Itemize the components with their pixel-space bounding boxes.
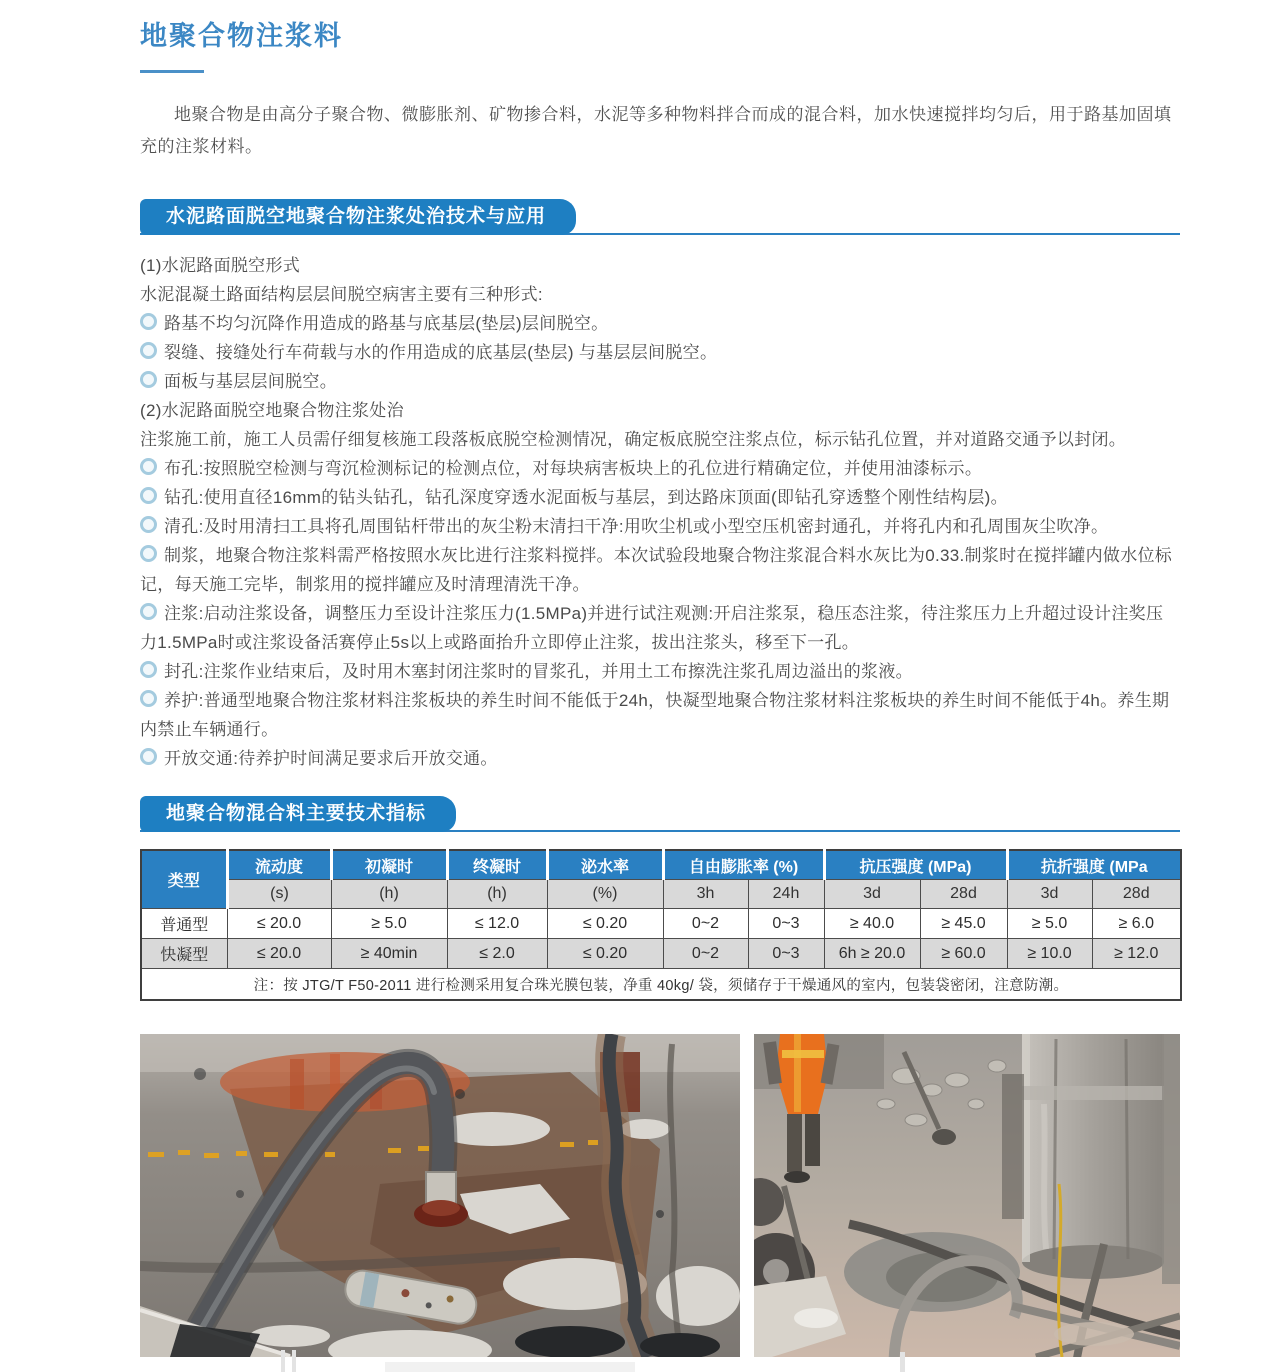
- body-paragraph: (2)水泥路面脱空地聚合物注浆处治: [140, 401, 404, 420]
- cutoff-fragment: [900, 1352, 905, 1372]
- bullet-item: 养护:普通型地聚合物注浆材料注浆板块的养生时间不能低于24h，快凝型地聚合物注浆材料注浆板块的养生时间不能低于4h。养生期内禁止车辆通行。: [140, 691, 1170, 739]
- value-cell: 0~3: [748, 939, 824, 969]
- row-label: 快凝型: [141, 939, 227, 969]
- value-cell: 0~2: [663, 939, 748, 969]
- photo-grouting-site: [754, 1034, 1180, 1357]
- photo-grouting-hose: [140, 1034, 740, 1357]
- cutoff-fragment: [385, 1362, 635, 1372]
- bullet-item: 开放交通:待养护时间满足要求后开放交通。: [140, 744, 1180, 773]
- bullet-item: 制浆，地聚合物注浆料需严格按照水灰比进行注浆料搅拌。本次试验段地聚合物注浆混合料水灰比为0.33.制浆时在搅拌罐内做水位标记，每天施工完毕，制浆用的搅拌罐应及时清理清洗干净。: [140, 546, 1173, 594]
- col-header-final-set: 终凝时: [447, 850, 547, 880]
- bullet-item: 路基不均匀沉降作用造成的路基与底基层(垫层)层间脱空。: [140, 309, 1180, 338]
- section2-banner-tab: 地聚合物混合料主要技术指标: [140, 796, 456, 832]
- section1-banner-tab: 水泥路面脱空地聚合物注浆处治技术与应用: [140, 199, 576, 235]
- table-row-rapid: [141, 939, 1181, 969]
- ring-bullet-icon: [140, 313, 157, 330]
- photo-gallery: [140, 1034, 1180, 1357]
- unit-cell: (h): [331, 880, 447, 909]
- cutoff-fragment: [281, 1350, 285, 1372]
- bullet-item: 布孔:按照脱空检测与弯沉检测标记的检测点位，对每块病害板块上的孔位进行精确定位，并使用油漆标示。: [140, 454, 1180, 483]
- ring-bullet-icon: [140, 342, 157, 359]
- ring-bullet-icon: [140, 661, 157, 678]
- value-cell: ≤ 12.0: [447, 909, 547, 939]
- section1-banner: [140, 199, 1180, 235]
- ring-bullet-icon: [140, 516, 157, 533]
- value-cell: ≥ 6.0: [1092, 909, 1181, 939]
- value-cell: ≤ 20.0: [227, 909, 331, 939]
- body-paragraph: 水泥混凝土路面结构层层间脱空病害主要有三种形式:: [140, 285, 543, 304]
- value-cell: ≥ 5.0: [331, 909, 447, 939]
- unit-cell: 3d: [1007, 880, 1092, 909]
- table-row-ordinary: [141, 909, 1181, 939]
- ring-bullet-icon: [140, 458, 157, 475]
- value-cell: ≥ 12.0: [1092, 939, 1181, 969]
- unit-cell: (%): [547, 880, 663, 909]
- value-cell: ≥ 60.0: [920, 939, 1007, 969]
- unit-cell: 3d: [824, 880, 920, 909]
- section2-banner: [140, 796, 1180, 832]
- col-header-flexural: 抗折强度 (MPa: [1007, 850, 1181, 880]
- bullet-item: 面板与基层层间脱空。: [140, 367, 1180, 396]
- bullet-item: 封孔:注浆作业结束后，及时用木塞封闭注浆时的冒浆孔，并用土工布擦洗注浆孔周边溢出的浆液。: [140, 657, 1180, 686]
- unit-cell: 24h: [748, 880, 824, 909]
- col-header-expansion: 自由膨胀率 (%): [663, 850, 824, 880]
- bullet-item: 钻孔:使用直径16mm的钻头钻孔，钻孔深度穿透水泥面板与基层，到达路床顶面(即钻孔穿透整个刚性结构层)。: [140, 483, 1180, 512]
- value-cell: 0~2: [663, 909, 748, 939]
- col-header-fluidity: 流动度: [227, 850, 331, 880]
- page-title: 地聚合物注浆料: [140, 21, 343, 51]
- value-cell: 0~3: [748, 909, 824, 939]
- table-note: 注：按 JTG/T F50-2011 进行检测采用复合珠光膜包装，净重 40kg/ 袋，须储存于干燥通风的室内，包装袋密闭，注意防潮。: [141, 969, 1181, 1001]
- col-header-type: 类型: [141, 850, 227, 909]
- unit-cell: (h): [447, 880, 547, 909]
- value-cell: ≤ 2.0: [447, 939, 547, 969]
- ring-bullet-icon: [140, 690, 157, 707]
- table-note-row: [141, 969, 1181, 1001]
- unit-cell: 28d: [1092, 880, 1181, 909]
- value-cell: ≥ 40min: [331, 939, 447, 969]
- body-paragraph: 注浆施工前，施工人员需仔细复核施工段落板底脱空检测情况，确定板底脱空注浆点位，标示钻孔位置，并对道路交通予以封闭。: [140, 430, 1127, 449]
- section1-content: [140, 251, 1180, 773]
- document-page: [140, 0, 1180, 1357]
- bullet-item: 裂缝、接缝处行车荷载与水的作用造成的底基层(垫层) 与基层层间脱空。: [140, 338, 1180, 367]
- table-header-row: [141, 850, 1181, 880]
- ring-bullet-icon: [140, 545, 157, 562]
- col-header-bleeding: 泌水率: [547, 850, 663, 880]
- value-cell: 6h ≥ 20.0: [824, 939, 920, 969]
- value-cell: ≥ 10.0: [1007, 939, 1092, 969]
- unit-cell: 28d: [920, 880, 1007, 909]
- col-header-compressive: 抗压强度 (MPa): [824, 850, 1007, 880]
- bullet-item: 清孔:及时用清扫工具将孔周围钻杆带出的灰尘粉末清扫干净:用吹尘机或小型空压机密封通孔，并将孔内和孔周围灰尘吹净。: [140, 512, 1180, 541]
- value-cell: ≥ 40.0: [824, 909, 920, 939]
- body-paragraph: (1)水泥路面脱空形式: [140, 256, 301, 275]
- table-units-row: [141, 880, 1181, 909]
- ring-bullet-icon: [140, 748, 157, 765]
- ring-bullet-icon: [140, 371, 157, 388]
- cutoff-fragment: [292, 1350, 296, 1372]
- unit-cell: (s): [227, 880, 331, 909]
- ring-bullet-icon: [140, 603, 157, 620]
- technical-specs-table: [140, 849, 1182, 1001]
- title-underline: [140, 70, 204, 73]
- value-cell: ≥ 5.0: [1007, 909, 1092, 939]
- bullet-item: 注浆:启动注浆设备，调整压力至设计注浆压力(1.5MPa)并进行试注观测:开启注浆泵，稳压态注浆，待注浆压力上升超过设计注奖压力1.5MPa时或注浆设备活赛停止5s以上或路面抬升立即停止注浆，拔出注浆头，移至下一孔。: [140, 604, 1164, 652]
- value-cell: ≥ 45.0: [920, 909, 1007, 939]
- intro-paragraph: 地聚合物是由高分子聚合物、微膨胀剂、矿物掺合料，水泥等多种物料拌合而成的混合料，加水快速搅拌均匀后，用于路基加固填充的注浆材料。: [140, 105, 1172, 156]
- unit-cell: 3h: [663, 880, 748, 909]
- ring-bullet-icon: [140, 487, 157, 504]
- value-cell: ≤ 0.20: [547, 909, 663, 939]
- value-cell: ≤ 0.20: [547, 939, 663, 969]
- col-header-initial-set: 初凝时: [331, 850, 447, 880]
- value-cell: ≤ 20.0: [227, 939, 331, 969]
- row-label: 普通型: [141, 909, 227, 939]
